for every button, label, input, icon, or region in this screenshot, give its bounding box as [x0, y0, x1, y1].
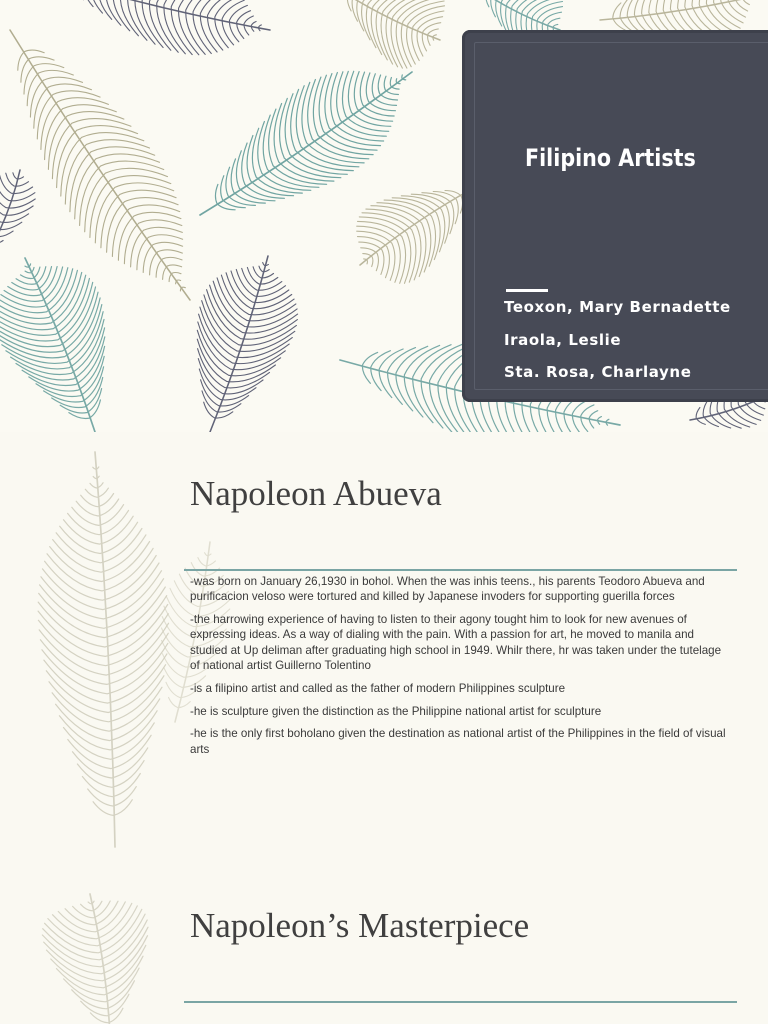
heading-rule	[184, 569, 737, 571]
bio-paragraph: -is a filipino artist and called as the father of modern Philippines sculpture	[190, 681, 566, 695]
feather-icon	[340, 0, 445, 68]
feather-icon	[197, 256, 297, 432]
bio-paragraph: -he is the only first boholano given the destination as national artist of the Philippines in the field of visual arts	[190, 727, 726, 756]
author-name: Sta. Rosa, Charlayne	[504, 363, 692, 381]
slide-heading: Napoleon’s Masterpiece	[190, 906, 530, 945]
feather-icon	[200, 71, 412, 215]
bio-paragraph: -the harrowing experience of having to listen to their agony tought him to look for new avenues of expressing ideas. As a way of dialing with the pain. With a passion for art, he moved to manila and studied at Up deliman after graduating high school in 1949. Whilr there, hr was taken under the tutelage of national artist Guillerno Tolentino	[190, 613, 722, 672]
feather-icon	[38, 452, 168, 847]
bio-text	[190, 574, 730, 764]
slide-heading: Napoleon Abueva	[190, 474, 442, 513]
feather-icon	[357, 190, 470, 283]
feather-icon	[10, 30, 190, 300]
bio-slide	[0, 432, 768, 864]
author-name: Teoxon, Mary Bernadette	[504, 298, 731, 316]
accent-rule	[506, 289, 548, 292]
author-list	[504, 295, 731, 393]
feather-icon	[0, 258, 105, 432]
author-name: Iraola, Leslie	[504, 330, 622, 349]
heading-rule	[184, 1001, 737, 1003]
feather-icon	[60, 0, 270, 55]
bio-paragraph: -was born on January 26,1930 in bohol. When the was inhis teens., his parents Teodoro Abueva and purificacion veloso were tortured and killed by Japanese invoders for supporting guerilla forces	[190, 575, 705, 604]
feather-icon	[0, 170, 35, 250]
title-slide	[0, 0, 768, 432]
feather-icon	[42, 894, 148, 1024]
title-card	[462, 30, 768, 402]
bio-paragraph: -he is sculpture given the distinction as the Philippine national artist for sculpture	[190, 704, 602, 718]
deck-title: Filipino Artists	[525, 144, 696, 172]
masterpiece-slide	[0, 864, 768, 1024]
